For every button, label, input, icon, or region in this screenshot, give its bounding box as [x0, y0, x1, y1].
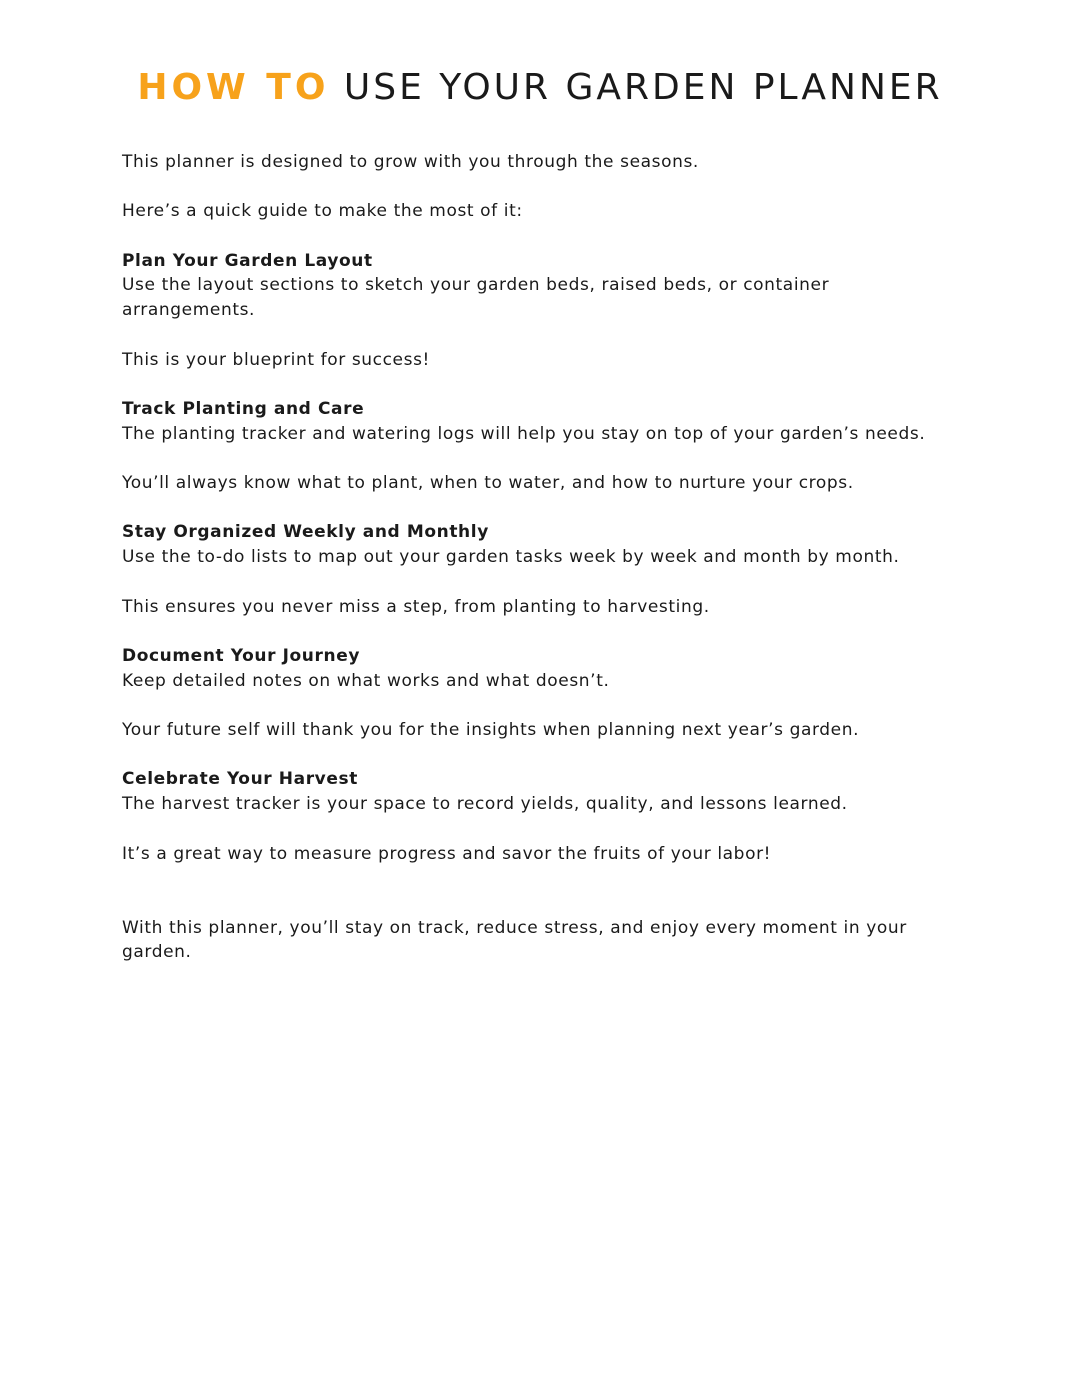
section-heading: Celebrate Your Harvest	[122, 769, 358, 790]
title-accent: HOW TO	[137, 67, 330, 108]
page-title	[0, 64, 1080, 112]
guide-body	[122, 150, 952, 965]
section-followup: You’ll always know what to plant, when to water, and how to nurture your crops.	[122, 473, 854, 494]
guide-section-layout	[122, 249, 952, 373]
section-text: The planting tracker and watering logs will help you stay on top of your garden’s needs.	[122, 423, 926, 444]
section-text: The harvest tracker is your space to record yields, quality, and lessons learned.	[122, 794, 848, 815]
guide-section-journey	[122, 644, 952, 743]
section-followup: This is your blueprint for success!	[122, 349, 430, 370]
section-followup: Your future self will thank you for the insights when planning next year’s garden.	[122, 720, 860, 741]
section-text: Keep detailed notes on what works and what doesn’t.	[122, 670, 610, 691]
section-followup: It’s a great way to measure progress and savor the fruits of your labor!	[122, 843, 772, 864]
section-text: Use the layout sections to sketch your garden beds, raised beds, or container arrangements.	[122, 275, 830, 321]
guide-section-harvest	[122, 767, 952, 866]
section-heading: Plan Your Garden Layout	[122, 250, 373, 271]
section-text: Use the to-do lists to map out your garden tasks week by week and month by month.	[122, 547, 900, 568]
section-heading: Document Your Journey	[122, 645, 360, 666]
intro-paragraph: This planner is designed to grow with you through the seasons.	[122, 152, 699, 172]
closing-paragraph: With this planner, you’ll stay on track, reduce stress, and enjoy every moment in your garden.	[122, 917, 907, 963]
title-main: USE YOUR GARDEN PLANNER	[343, 67, 943, 108]
section-heading: Stay Organized Weekly and Monthly	[122, 522, 489, 543]
guide-section-planting	[122, 397, 952, 496]
guide-section-organized	[122, 520, 952, 619]
section-followup: This ensures you never miss a step, from planting to harvesting.	[122, 596, 710, 617]
intro-paragraph: Here’s a quick guide to make the most of it:	[122, 201, 523, 222]
section-heading: Track Planting and Care	[122, 398, 365, 419]
